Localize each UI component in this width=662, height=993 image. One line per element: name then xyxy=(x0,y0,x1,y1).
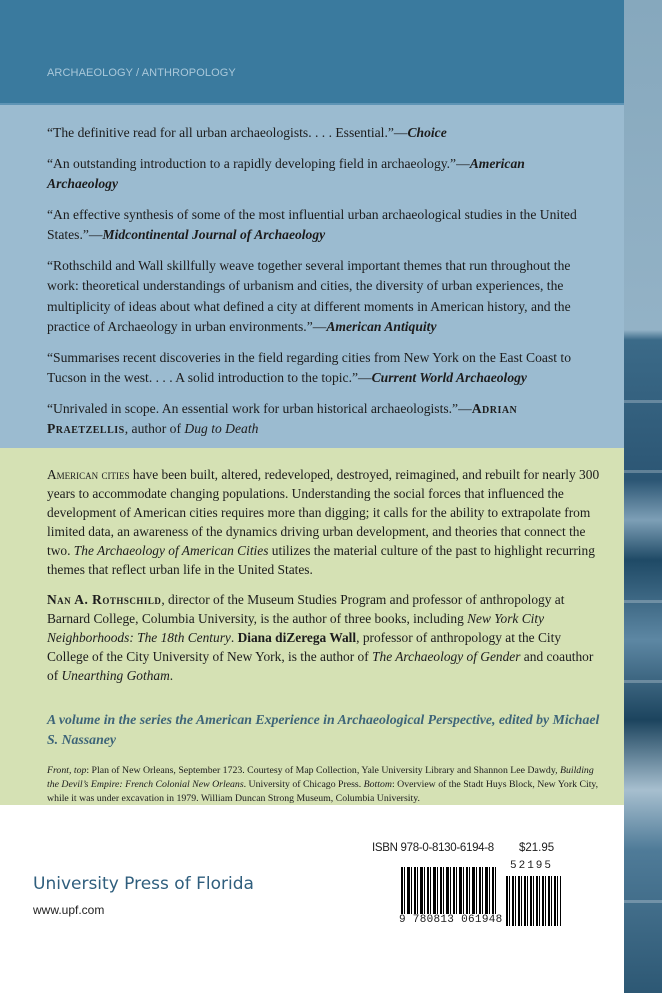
description-section xyxy=(0,448,624,805)
author-bio: Nan A. Rothschild, director of the Museum Studies Program and professor of anthropology at Barnard College, Columbia University, is the author of three books, including New York City Neighborhoods: The 18th Century. Diana diZerega Wall, professor of anthropology at the City College of the City University of New York, is the author of The Archaeology of Gender and coauthor of Unearthing Gotham. xyxy=(47,592,594,683)
barcode xyxy=(401,867,497,915)
top-band xyxy=(0,0,624,103)
series-note: A volume in the series the American Experience in Archaeological Perspective, edited by Michael S. Nassaney xyxy=(47,712,600,747)
barcode-extension-digits: 52195 xyxy=(510,860,554,872)
review-quotes xyxy=(0,103,624,448)
cover-photo-strip xyxy=(624,0,662,993)
publisher-url: www.upf.com xyxy=(33,903,105,917)
barcode-digits: 9 780813 061948 xyxy=(399,914,503,926)
review-quote: “The definitive read for all urban archaeologists. . . . Essential.”—Choice xyxy=(47,125,447,140)
review-quote: “Unrivaled in scope. An essential work for urban historical archaeologists.”—Adrian Praetzellis, author of Dug to Death xyxy=(47,400,518,436)
review-quote: “An effective synthesis of some of the most influential urban archaeological studies in the United States.”—Midcontinental Journal of Archaeology xyxy=(47,206,577,242)
book-description: American cities have been built, altered, redeveloped, destroyed, reimagined, and rebuilt for nearly 300 years to accommodate changing populations. Understanding the social forces that influenced the development of American cities requires more than digging; it calls for the ability to extrapolate from limited data, an awareness of the dynamics driving urban development, and theories that connect the two. The Archaeology of American Cities utilizes the material culture of the past to highlight recurring themes that reflect urban life in the United States. xyxy=(47,467,600,577)
price: $21.95 xyxy=(519,842,555,854)
publisher-name: University Press of Florida xyxy=(33,874,254,894)
barcode-extension xyxy=(506,876,561,926)
review-quote: “An outstanding introduction to a rapidly developing field in archaeology.”—American Archaeology xyxy=(47,155,525,191)
review-quote: “Summarises recent discoveries in the field regarding cities from New York on the East Coast to Tucson in the west. . . . A solid introduction to the topic.”—Current World Archaeology xyxy=(47,349,571,385)
category-label: ARCHAEOLOGY / ANTHROPOLOGY xyxy=(47,67,236,79)
image-credits: Front, top: Plan of New Orleans, September 1723. Courtesy of Map Collection, Yale University Library and Shannon Lee Dawdy, Building the Devil’s Empire: French Colonial New Orleans. University of Chicago Press. Bottom: Overview of the Stadt Huys Block, New York City, while it was under excavation in 1979. William Duncan Strong Museum, Columbia University. xyxy=(47,765,599,804)
review-quote: “Rothschild and Wall skillfully weave together several important themes that run throughout the work: theoretical understandings of urbanism and cities, the diversity of urban experiences, the multiplicity of ideas about what defined a city at different moments in American history, and the practice of Archaeology in urban environments.”—American Antiquity xyxy=(47,257,571,334)
isbn: ISBN 978-0-8130-6194-8 xyxy=(372,842,494,854)
